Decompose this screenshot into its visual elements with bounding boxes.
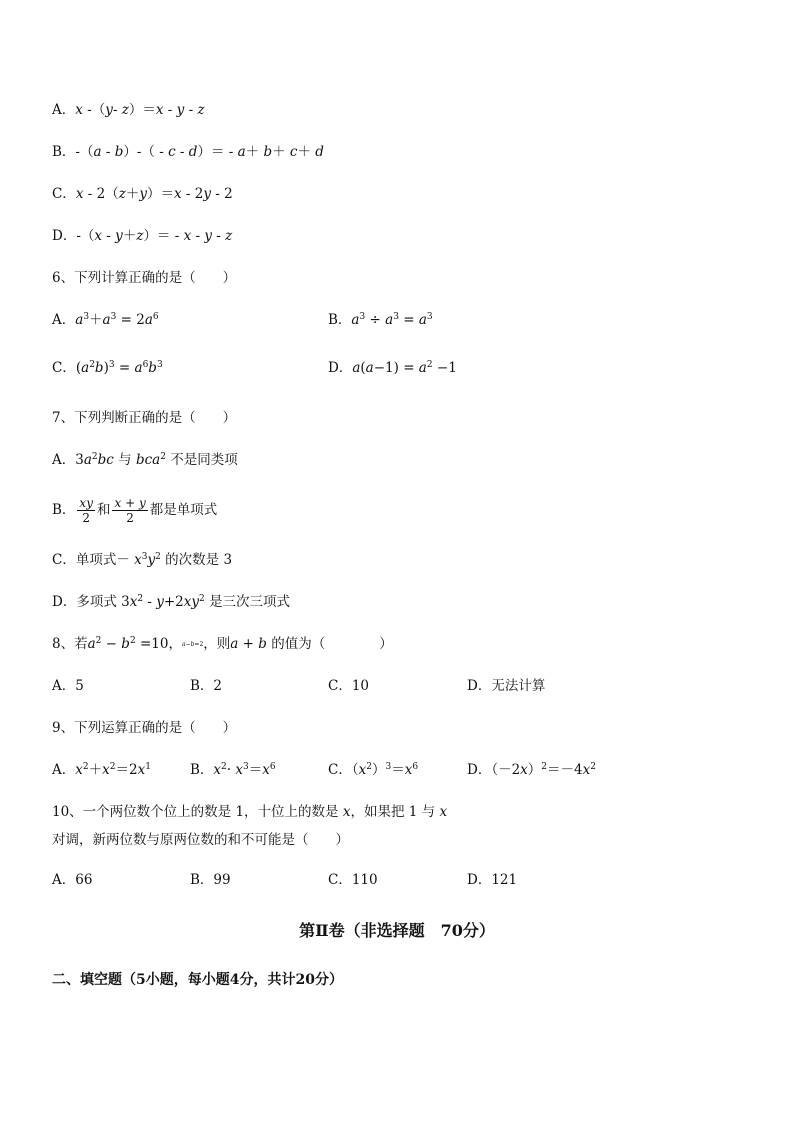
- option-text: 是三次三项式: [209, 594, 291, 610]
- option-label: D．: [328, 360, 353, 376]
- q10-option-b: B．99: [190, 872, 231, 888]
- q9-stem: 9、下列运算正确的是（ ）: [52, 720, 237, 736]
- option-text: 的次数是 3: [165, 552, 233, 568]
- option-label: C．: [52, 552, 76, 568]
- option-text: 和: [96, 502, 111, 518]
- q10-stem: 10、一个两位数个位上的数是 1，十位上的数是 x，如果把 1 与 x 对调，新两位数与原两位数的和不可能是（ ）: [52, 804, 448, 848]
- option-text: 与: [118, 452, 132, 468]
- q8-option-c: C．10: [328, 678, 370, 694]
- q9-option-b: B．$x^2\cdot x^3=x^6$: [190, 762, 276, 778]
- fraction-x-plus-y-over-2: $\frac{x + y}{2}$: [114, 496, 146, 525]
- stem-text: 对调，新两位数与原两位数的和不可能是（ ）: [52, 832, 349, 848]
- q10-option-a: A．66: [52, 872, 93, 888]
- stem-text: ，则: [203, 636, 231, 652]
- option-label: C．: [328, 762, 352, 778]
- q6-option-b: B．$a^3 \div a^3 = a^3$: [328, 312, 433, 328]
- q9-option-d: D．$(-2x)^2=-4x^2$: [467, 762, 596, 778]
- section2-title: 二、填空题（5小题，每小题4分，共计20分）: [52, 972, 343, 988]
- q9-option-a: A．$x^2+x^2=2x^1$: [52, 762, 151, 778]
- q5-option-d: D．-（x - y＋z）＝ - x - y - z: [52, 228, 233, 244]
- q8-option-d: D．无法计算: [467, 678, 546, 694]
- option-label: B．: [190, 762, 214, 778]
- q6-option-a: A．$a^3+a^3 = 2a^6$: [52, 312, 159, 328]
- option-text: 多项式 3: [76, 594, 130, 610]
- q7-option-b: [52, 496, 217, 525]
- option-label: D．: [52, 228, 77, 244]
- q6-option-d: D．$a(a-1) = a^2 -1$: [328, 360, 457, 376]
- option-label: A．: [52, 762, 76, 778]
- stem-text: 8、若: [52, 636, 88, 652]
- option-label: B．: [52, 502, 76, 518]
- stem-text: ，如果把 1 与: [350, 804, 436, 820]
- q10-option-d: D．121: [467, 872, 518, 888]
- q9-option-c: C．$(x^2)^3=x^6$: [328, 762, 419, 778]
- option-label: A．: [52, 102, 76, 118]
- q8-stem: 8、若$a^2 - b^2 =10$，a−b=2，则a + b 的值为（ ）: [52, 636, 393, 652]
- option-label: A．: [52, 452, 76, 468]
- q7-option-c: C．单项式－ $x^3y^2$ 的次数是 3: [52, 552, 233, 568]
- q7-stem: 7、下列判断正确的是（ ）: [52, 410, 237, 426]
- option-label: A．: [52, 312, 76, 328]
- option-text: 都是单项式: [149, 502, 218, 518]
- q8-option-b: B．2: [190, 678, 223, 694]
- q7-option-d: D．多项式 $3x^2 - y+2xy^2$ 是三次三项式: [52, 594, 291, 610]
- option-label: B．: [328, 312, 352, 328]
- stem-text: 的值为（ ）: [271, 636, 393, 652]
- q8-option-a: A．5: [52, 678, 84, 694]
- stem-text: 10、一个两位数个位上的数是 1，十位上的数是: [52, 804, 339, 820]
- option-label: D．: [467, 762, 492, 778]
- q6-option-c: C．$(a^2b)^3 = a^6b^3$: [52, 360, 163, 376]
- option-label: C．: [52, 186, 76, 202]
- q5-option-a: A．x -（y- z）＝x - y - z: [52, 102, 205, 118]
- option-text: 不是同类项: [170, 452, 238, 468]
- option-label: C．: [52, 360, 76, 376]
- option-label: D．: [52, 594, 77, 610]
- q5-option-b: B．-（a - b）-（ - c - d）＝ - a＋ b＋ c＋ d: [52, 144, 324, 160]
- q7-option-a: A．$3a^2bc$ 与 bca$^2$ 不是同类项: [52, 452, 238, 468]
- fraction-xy-over-2: $\frac{xy}{2}$: [79, 496, 93, 525]
- option-label: B．: [52, 144, 76, 160]
- option-text: 单项式－: [75, 552, 130, 568]
- q5-option-c: C．x - 2（z＋y）＝x - 2y - 2: [52, 186, 233, 202]
- q6-stem: 6、下列计算正确的是（ ）: [52, 270, 237, 286]
- part2-title: 第Ⅱ卷（非选择题 70分）: [299, 921, 495, 940]
- q10-option-c: C．110: [328, 872, 378, 888]
